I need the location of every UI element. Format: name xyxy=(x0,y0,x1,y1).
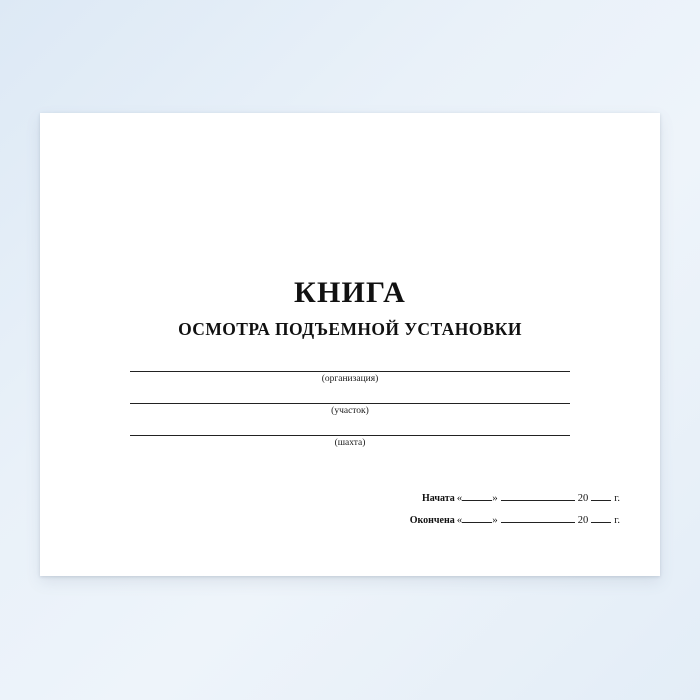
page-subtitle: ОСМОТРА ПОДЪЕМНОЙ УСТАНОВКИ xyxy=(178,319,522,339)
date-row-finished xyxy=(370,513,620,526)
field-mine xyxy=(130,435,570,448)
field-organization xyxy=(130,371,570,384)
date-finished-day-field[interactable] xyxy=(462,513,492,523)
cover-content xyxy=(40,113,660,576)
book-cover-page xyxy=(40,113,660,576)
date-finished-year-prefix: 20 xyxy=(577,515,589,526)
date-started-quote-close: » xyxy=(492,492,498,504)
date-started-quote-open: « xyxy=(456,492,463,504)
date-section xyxy=(370,491,620,535)
date-started-year-prefix: 20 xyxy=(577,493,589,504)
field-site-rule[interactable] xyxy=(130,403,570,404)
field-site-caption: (участок) xyxy=(331,406,369,416)
date-finished-label: Окончена xyxy=(409,515,455,526)
date-finished-year-field[interactable] xyxy=(591,513,611,523)
date-started-year-suffix: г. xyxy=(614,493,620,504)
date-finished-quote-open: « xyxy=(456,514,463,526)
field-organization-caption: (организация) xyxy=(321,374,379,384)
date-started-label: Начата xyxy=(421,493,455,504)
date-finished-year-suffix: г. xyxy=(614,515,620,526)
field-mine-caption: (шахта) xyxy=(334,438,366,448)
field-organization-rule[interactable] xyxy=(130,371,570,372)
page-title: КНИГА xyxy=(294,276,406,309)
date-started-day-field[interactable] xyxy=(462,491,492,501)
date-started-month-field[interactable] xyxy=(501,491,575,501)
date-finished-month-field[interactable] xyxy=(501,513,575,523)
date-started-year-field[interactable] xyxy=(591,491,611,501)
date-finished-quote-close: » xyxy=(492,514,498,526)
field-mine-rule[interactable] xyxy=(130,435,570,436)
date-row-started xyxy=(370,491,620,504)
field-site xyxy=(130,403,570,416)
